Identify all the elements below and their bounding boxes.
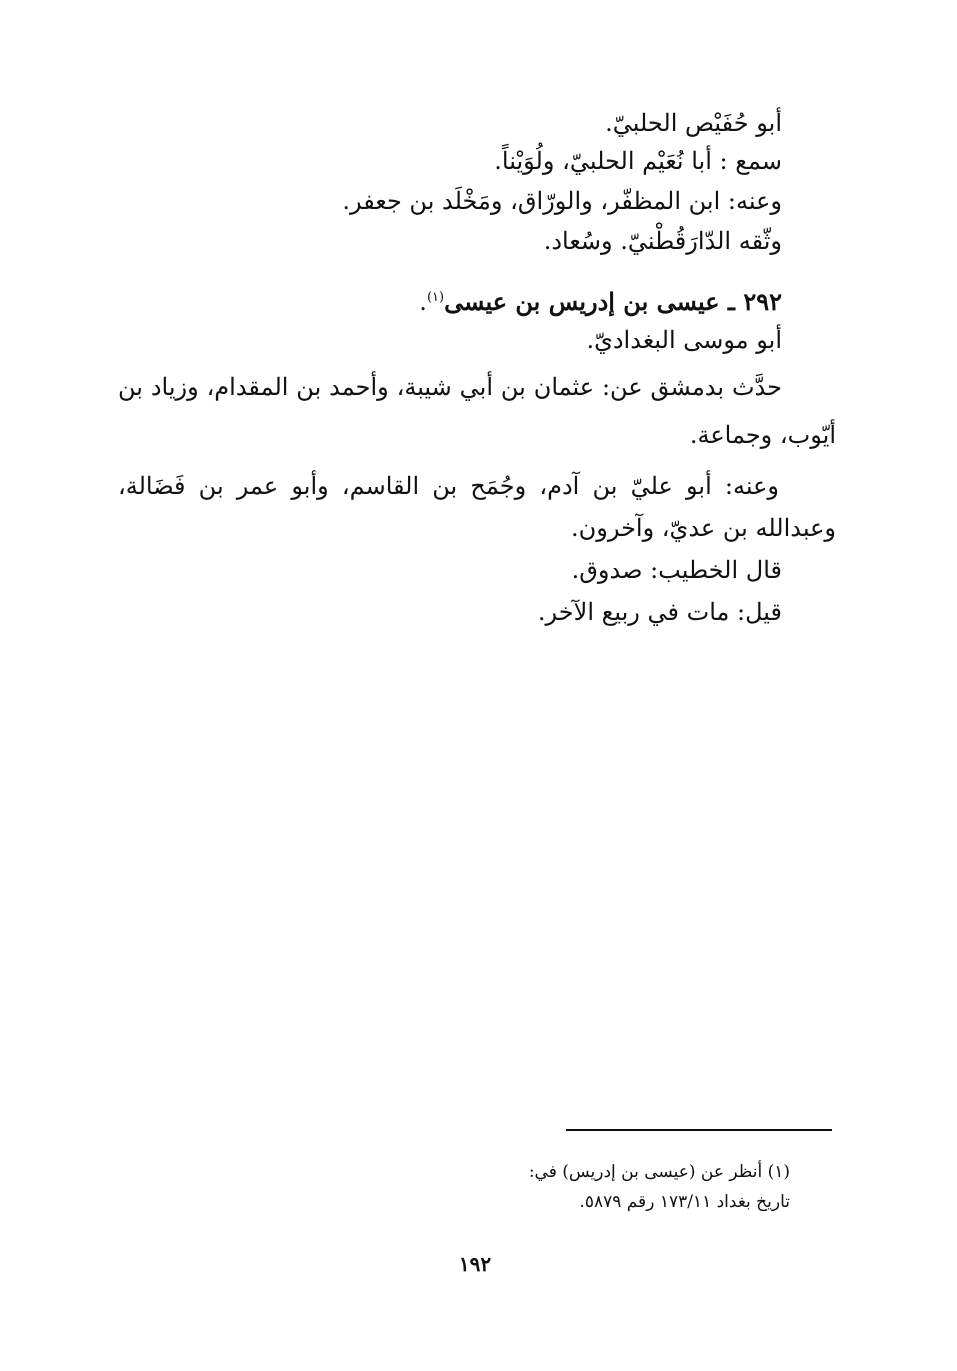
- footnote-line2: تاريخ بغداد ١٧٣/١١ رقم ٥٨٧٩.: [579, 1192, 790, 1212]
- prev-entry-trusted: وثّقه الدّارَقُطْنيّ. وسُعاد.: [543, 227, 782, 255]
- page-number: ١٩٢: [458, 1252, 492, 1276]
- heading-end: .: [419, 288, 427, 316]
- entry-292-khatib: قال الخطيب: صدوق.: [571, 556, 782, 584]
- prev-entry-heard: سمع : أبا نُعَيْم الحلبيّ، ولُوَيْناً.: [494, 147, 782, 175]
- prev-entry-from-him: وعنه: ابن المظفّر، والورّاق، ومَخْلَد بن جعفر.: [342, 187, 782, 215]
- entry-292-from-him-line2: وعبدالله بن عديّ، وآخرون.: [570, 514, 836, 542]
- footnote-ref: (١): [426, 290, 445, 305]
- prev-entry-kunya: أبو حُفَيْص الحلبيّ.: [605, 109, 782, 137]
- entry-292-narrated-line2: أيّوب، وجماعة.: [689, 421, 836, 449]
- entry-292-from-him-line1: وعنه: أبو عليّ بن آدم، وجُمَح بن القاسم، وأبو عمر بن فَضَالة،: [118, 472, 779, 500]
- entry-292-heading: [419, 283, 782, 317]
- footnote-divider: [566, 1129, 832, 1131]
- entry-292-narrated-line1: حدَّث بدمشق عن: عثمان بن أبي شيبة، وأحمد بن المقدام، وزياد بن: [118, 373, 782, 401]
- entry-292-kunya: أبو موسى البغداديّ.: [586, 326, 782, 354]
- entry-heading-text: ٢٩٢ ـ عيسى بن إدريس بن عيسى: [444, 287, 782, 316]
- entry-292-death: قيل: مات في ربيع الآخر.: [537, 598, 782, 626]
- footnote-line1: (١) أنظر عن (عيسى بن إدريس) في:: [528, 1162, 790, 1182]
